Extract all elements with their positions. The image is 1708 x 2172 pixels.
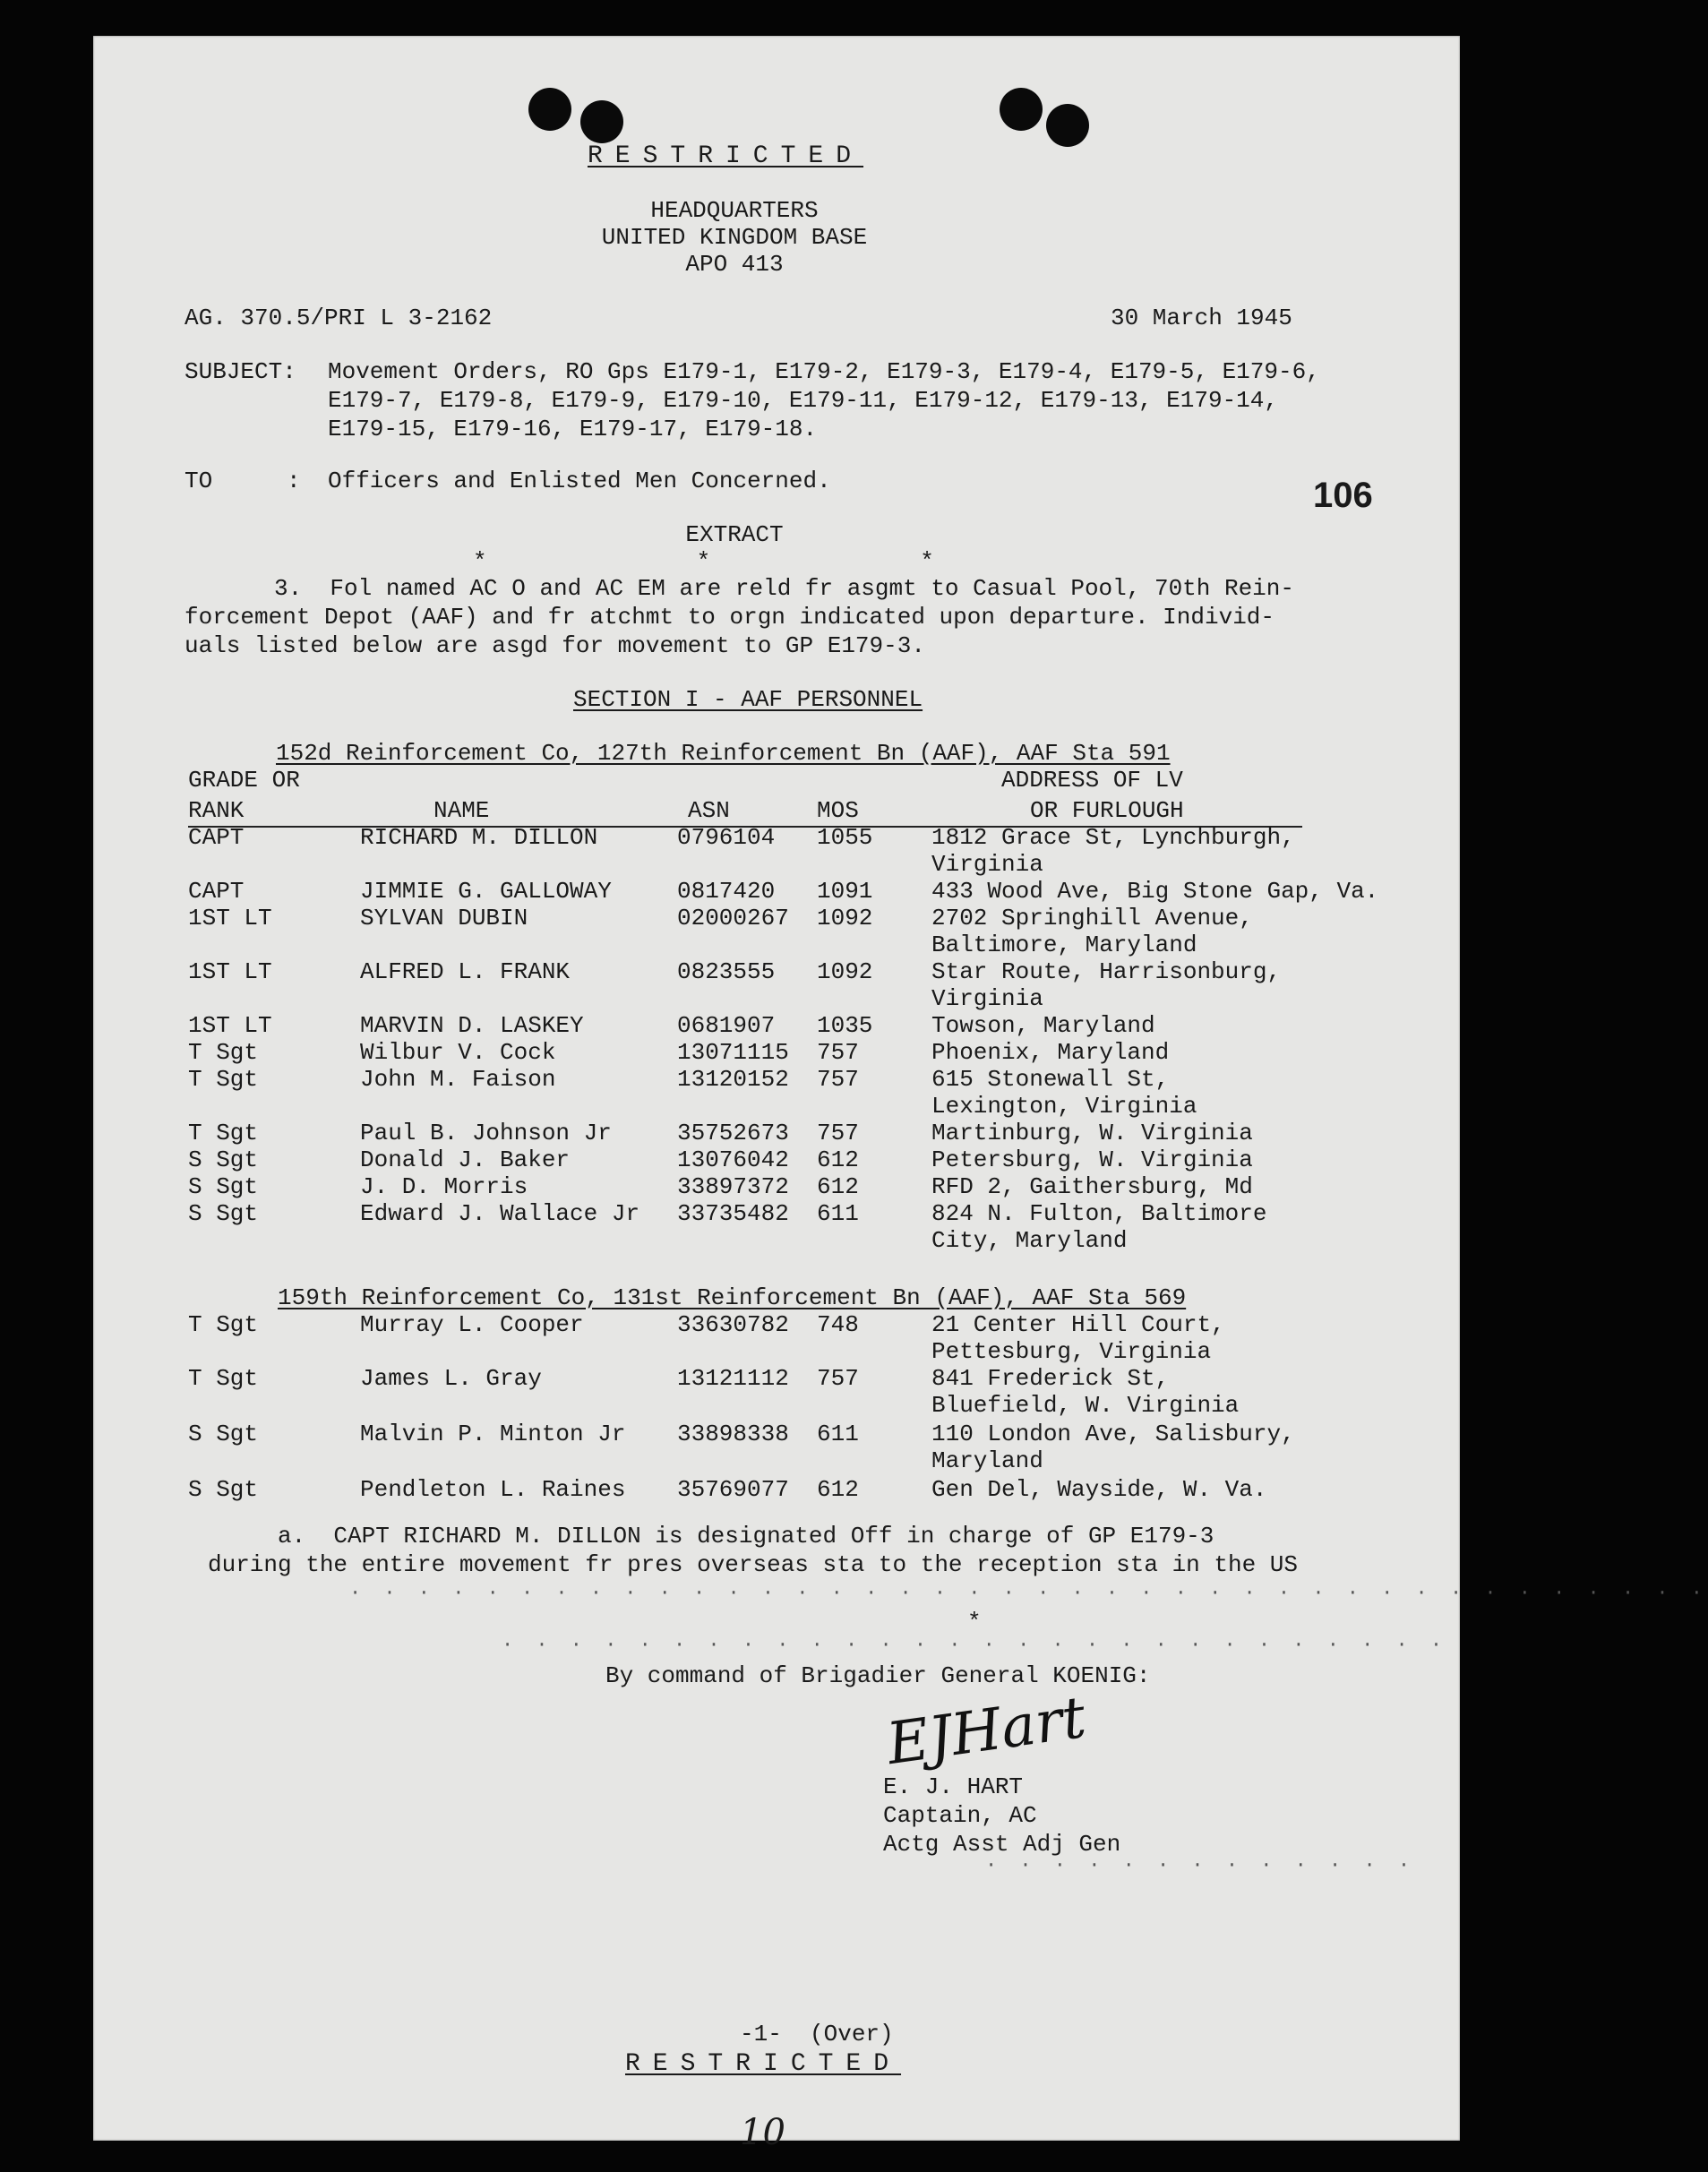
paragraph-a-line-2: during the entire movement fr pres overseas sta to the reception sta in the US [208,1551,1298,1578]
extract-title: EXTRACT [685,521,784,548]
row-asn: 0681907 [677,1012,776,1039]
row-address-line: City, Maryland [931,1227,1128,1254]
paragraph-3-line-1: 3. Fol named AC O and AC EM are reld fr asgmt to Casual Pool, 70th Rein- [274,575,1294,602]
row-asn: 0796104 [677,824,776,851]
row-grade: S Sgt [188,1476,259,1503]
row-mos: 612 [817,1173,859,1200]
subject-line-3: E179-15, E179-16, E179-17, E179-18. [328,416,818,442]
row-address-line: Lexington, Virginia [931,1093,1197,1120]
command-line: By command of Brigadier General KOENIG: [605,1662,1151,1689]
classification-top: RESTRICTED [587,142,864,170]
row-grade: T Sgt [188,1039,259,1066]
row-asn: 35769077 [677,1476,789,1503]
row-asn: 35752673 [677,1120,789,1146]
col-grade-2: RANK [188,797,245,824]
row-address-line: Star Route, Harrisonburg, [931,958,1282,985]
row-mos: 757 [817,1120,859,1146]
page-stamp: 106 [1313,476,1373,515]
subject-label: SUBJECT: [185,358,296,385]
row-name: Donald J. Baker [360,1146,571,1173]
row-address-line: Gen Del, Wayside, W. Va. [931,1476,1267,1503]
section-title: SECTION I - AAF PERSONNEL [573,686,923,713]
signer-title: Captain, AC [883,1802,1037,1829]
row-name: MARVIN D. LASKEY [360,1012,584,1039]
signer-role: Actg Asst Adj Gen [883,1831,1121,1858]
signature-scrawl: EJHart [882,1684,1090,1779]
col-address-2: OR FURLOUGH [1030,797,1184,824]
row-grade: S Sgt [188,1146,259,1173]
subject-line-2: E179-7, E179-8, E179-9, E179-10, E179-11, E179-12, E179-13, E179-14, [328,387,1278,414]
dotted-rule-1: · · · · · · · · · · · · · · · · · · · · · · · · · · · · · · · · · · · · · · · · [349,1582,1708,1604]
paragraph-a-line-1: a. CAPT RICHARD M. DILLON is designated Off in charge of GP E179-3 [278,1523,1214,1550]
row-mos: 612 [817,1146,859,1173]
office-line-3: APO 413 [685,251,784,278]
row-grade: 1ST LT [188,1012,272,1039]
row-address-line: 841 Frederick St, [931,1365,1170,1392]
punch-hole-4 [1046,104,1089,147]
row-mos: 611 [817,1200,859,1227]
row-name: ALFRED L. FRANK [360,958,571,985]
row-address-line: Towson, Maryland [931,1012,1155,1039]
unit-heading-1: 152d Reinforcement Co, 127th Reinforcement Bn (AAF), AAF Sta 591 [276,740,1171,767]
paragraph-3-line-3: uals listed below are asgd for movement to GP E179-3. [185,632,925,659]
row-asn: 13120152 [677,1066,789,1093]
col-address-1: ADDRESS OF LV [1001,767,1183,794]
subject-line-1: Movement Orders, RO Gps E179-1, E179-2, E179-3, E179-4, E179-5, E179-6, [328,358,1320,385]
row-name: Wilbur V. Cock [360,1039,556,1066]
row-mos: 1092 [817,905,873,931]
row-mos: 611 [817,1421,859,1447]
extract-star: * [967,1609,982,1635]
classification-bottom: RESTRICTED [625,2050,902,2078]
col-mos: MOS [817,797,859,824]
row-address-line: 824 N. Fulton, Baltimore [931,1200,1267,1227]
row-address-line: 110 London Ave, Salisbury, [931,1421,1295,1447]
col-asn: ASN [688,797,730,824]
row-grade: CAPT [188,824,245,851]
row-address-line: RFD 2, Gaithersburg, Md [931,1173,1253,1200]
col-name: NAME [433,797,490,824]
punch-hole-1 [528,88,571,131]
row-asn: 13071115 [677,1039,789,1066]
row-grade: S Sgt [188,1200,259,1227]
row-asn: 33630782 [677,1311,789,1338]
row-address-line: 2702 Springhill Avenue, [931,905,1253,931]
row-address-line: Baltimore, Maryland [931,931,1197,958]
document-date: 30 March 1945 [1111,305,1292,331]
dotted-rule-3: · · · · · · · · · · · · · [985,1854,1416,1876]
row-mos: 748 [817,1311,859,1338]
row-grade: T Sgt [188,1311,259,1338]
paragraph-3-line-2: forcement Depot (AAF) and fr atchmt to orgn indicated upon departure. Individ- [185,604,1275,631]
row-name: James L. Gray [360,1365,542,1392]
col-grade-1: GRADE OR [188,767,300,794]
dotted-rule-2: · · · · · · · · · · · · · · · · · · · · · · · · · · · · [502,1634,1448,1656]
row-asn: 0817420 [677,878,776,905]
to-colon: : [287,468,301,494]
row-mos: 1035 [817,1012,873,1039]
row-address-line: 21 Center Hill Court, [931,1311,1225,1338]
row-name: Edward J. Wallace Jr [360,1200,640,1227]
row-address-line: Petersburg, W. Virginia [931,1146,1253,1173]
handwritten-number: 10 [740,2112,785,2153]
row-address-line: Maryland [931,1447,1043,1474]
row-name: Murray L. Cooper [360,1311,584,1338]
row-asn: 33897372 [677,1173,789,1200]
signer-name: E. J. HART [883,1773,1024,1800]
row-asn: 13076042 [677,1146,789,1173]
row-asn: 33898338 [677,1421,789,1447]
reference-number: AG. 370.5/PRI L 3-2162 [185,305,493,331]
row-mos: 757 [817,1039,859,1066]
row-grade: S Sgt [188,1421,259,1447]
row-name: JIMMIE G. GALLOWAY [360,878,612,905]
to-recipients: Officers and Enlisted Men Concerned. [328,468,831,494]
row-address-line: Phoenix, Maryland [931,1039,1170,1066]
row-asn: 02000267 [677,905,789,931]
row-address-line: Pettesburg, Virginia [931,1338,1212,1365]
row-address-line: 433 Wood Ave, Big Stone Gap, Va. [931,878,1379,905]
row-mos: 612 [817,1476,859,1503]
office-line-2: UNITED KINGDOM BASE [601,224,868,251]
row-asn: 33735482 [677,1200,789,1227]
row-grade: S Sgt [188,1173,259,1200]
extract-stars: * * * [473,548,934,575]
row-asn: 13121112 [677,1365,789,1392]
punch-hole-3 [1000,88,1043,131]
row-grade: CAPT [188,878,245,905]
row-address-line: Virginia [931,851,1043,878]
row-mos: 757 [817,1365,859,1392]
row-mos: 1091 [817,878,873,905]
row-asn: 0823555 [677,958,776,985]
row-name: RICHARD M. DILLON [360,824,598,851]
row-grade: 1ST LT [188,958,272,985]
row-address-line: 1812 Grace St, Lynchburgh, [931,824,1295,851]
row-address-line: Virginia [931,985,1043,1012]
row-mos: 757 [817,1066,859,1093]
row-name: Pendleton L. Raines [360,1476,626,1503]
row-address-line: Martinburg, W. Virginia [931,1120,1253,1146]
office-line-1: HEADQUARTERS [650,197,819,224]
unit-heading-2: 159th Reinforcement Co, 131st Reinforcement Bn (AAF), AAF Sta 569 [278,1284,1187,1311]
row-grade: 1ST LT [188,905,272,931]
to-label: TO [185,468,213,494]
row-name: SYLVAN DUBIN [360,905,528,931]
page-number: -1- (Over) [740,2021,894,2048]
row-grade: T Sgt [188,1066,259,1093]
punch-hole-2 [580,100,623,143]
row-mos: 1055 [817,824,873,851]
row-name: Paul B. Johnson Jr [360,1120,612,1146]
row-address-line: Bluefield, W. Virginia [931,1392,1240,1419]
row-name: J. D. Morris [360,1173,528,1200]
row-mos: 1092 [817,958,873,985]
row-name: Malvin P. Minton Jr [360,1421,626,1447]
row-grade: T Sgt [188,1120,259,1146]
row-address-line: 615 Stonewall St, [931,1066,1170,1093]
row-name: John M. Faison [360,1066,556,1093]
row-grade: T Sgt [188,1365,259,1392]
